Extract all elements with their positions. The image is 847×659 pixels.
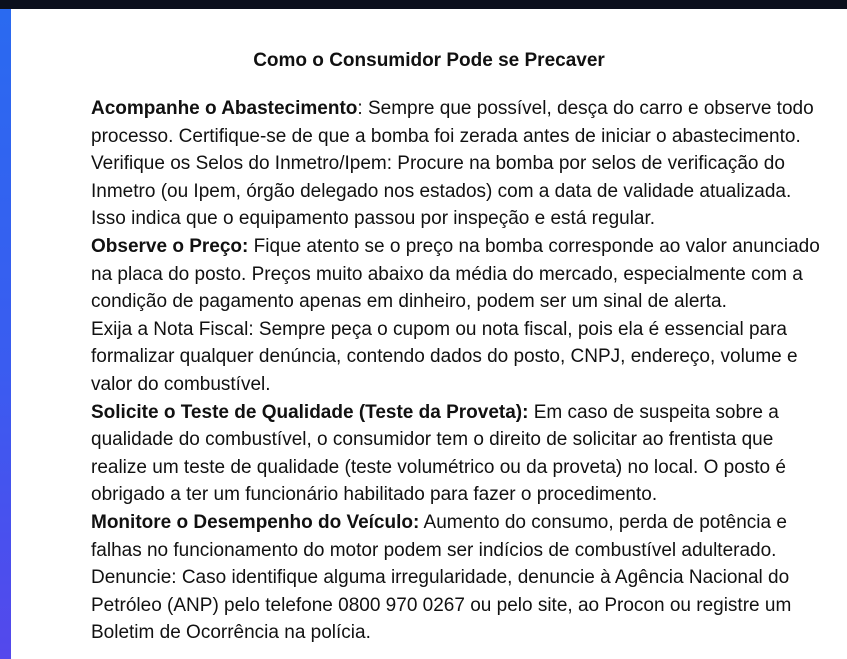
paragraph-line: obrigado a ter um funcionário habilitado para fazer o procedimento. bbox=[91, 484, 658, 506]
paragraph-heading: Monitore o Desempenho do Veículo: bbox=[91, 511, 420, 533]
paragraph-selos bbox=[91, 150, 847, 233]
paragraph-line: Isso indica que o equipamento passou por inspeção e está regular. bbox=[91, 208, 656, 230]
paragraph-first-line bbox=[91, 233, 847, 261]
paragraph-heading: Solicite o Teste de Qualidade (Teste da Proveta): bbox=[91, 401, 529, 423]
paragraph-line: Petróleo (ANP) pelo telefone 0800 970 0267 ou pelo site, ao Procon ou registre um bbox=[91, 594, 792, 616]
paragraph-first-line bbox=[91, 509, 847, 537]
paragraph-first-line bbox=[91, 399, 847, 427]
left-window-edge bbox=[0, 9, 11, 659]
paragraph-line: formalizar qualquer denúncia, contendo dados do posto, CNPJ, endereço, volume e bbox=[91, 346, 798, 368]
paragraph-line: falhas no funcionamento do motor podem ser indícios de combustível adulterado. bbox=[91, 539, 777, 561]
paragraph-denuncie bbox=[91, 564, 847, 647]
document-page bbox=[11, 9, 847, 659]
paragraph-teste-qualidade bbox=[91, 399, 847, 509]
paragraph-line: valor do combustível. bbox=[91, 373, 271, 395]
paragraph-first-line bbox=[91, 95, 847, 123]
document-title: Como o Consumidor Pode se Precaver bbox=[253, 50, 605, 71]
paragraph-text: Aumento do consumo, perda de potência e bbox=[419, 511, 787, 533]
paragraph-line: qualidade do combustível, o consumidor tem o direito de solicitar ao frentista que bbox=[91, 429, 774, 451]
paragraph-text: Fique atento se o preço na bomba corresponde ao valor anunciado bbox=[248, 235, 820, 257]
paragraph-text: : Sempre que possível, desça do carro e observe todo bbox=[357, 98, 814, 119]
paragraph-first-line: Verifique os Selos do Inmetro/Ipem: Procure na bomba por selos de verificação do bbox=[91, 153, 785, 175]
paragraph-line: realize um teste de qualidade (teste volumétrico ou da proveta) no local. O posto é bbox=[91, 456, 786, 478]
paragraph-desempenho bbox=[91, 509, 847, 564]
paragraph-nota-fiscal bbox=[91, 316, 847, 399]
paragraph-text: Em caso de suspeita sobre a bbox=[528, 401, 779, 423]
paragraph-preco bbox=[91, 233, 847, 316]
paragraph-line: Inmetro (ou Ipem, órgão delegado nos estados) com a data de validade atualizada. bbox=[91, 180, 792, 202]
paragraph-line: Boletim de Ocorrência na polícia. bbox=[91, 622, 371, 644]
paragraph-first-line: Exija a Nota Fiscal: Sempre peça o cupom ou nota fiscal, pois ela é essencial para bbox=[91, 318, 787, 340]
paragraph-line: condição de pagamento apenas em dinheiro, podem ser um sinal de alerta. bbox=[91, 291, 727, 313]
window-top-bar bbox=[0, 0, 847, 9]
paragraph-heading: Observe o Preço: bbox=[91, 235, 249, 257]
paragraph-line: processo. Certifique-se de que a bomba foi zerada antes de iniciar o abastecimento. bbox=[91, 125, 801, 147]
paragraph-line: na placa do posto. Preços muito abaixo da média do mercado, especialmente com a bbox=[91, 263, 803, 285]
document-body bbox=[91, 95, 847, 647]
paragraph-acompanhe bbox=[91, 95, 847, 150]
paragraph-first-line: Denuncie: Caso identifique alguma irregularidade, denuncie à Agência Nacional do bbox=[91, 567, 790, 589]
paragraph-heading: Acompanhe o Abastecimento bbox=[91, 98, 358, 119]
